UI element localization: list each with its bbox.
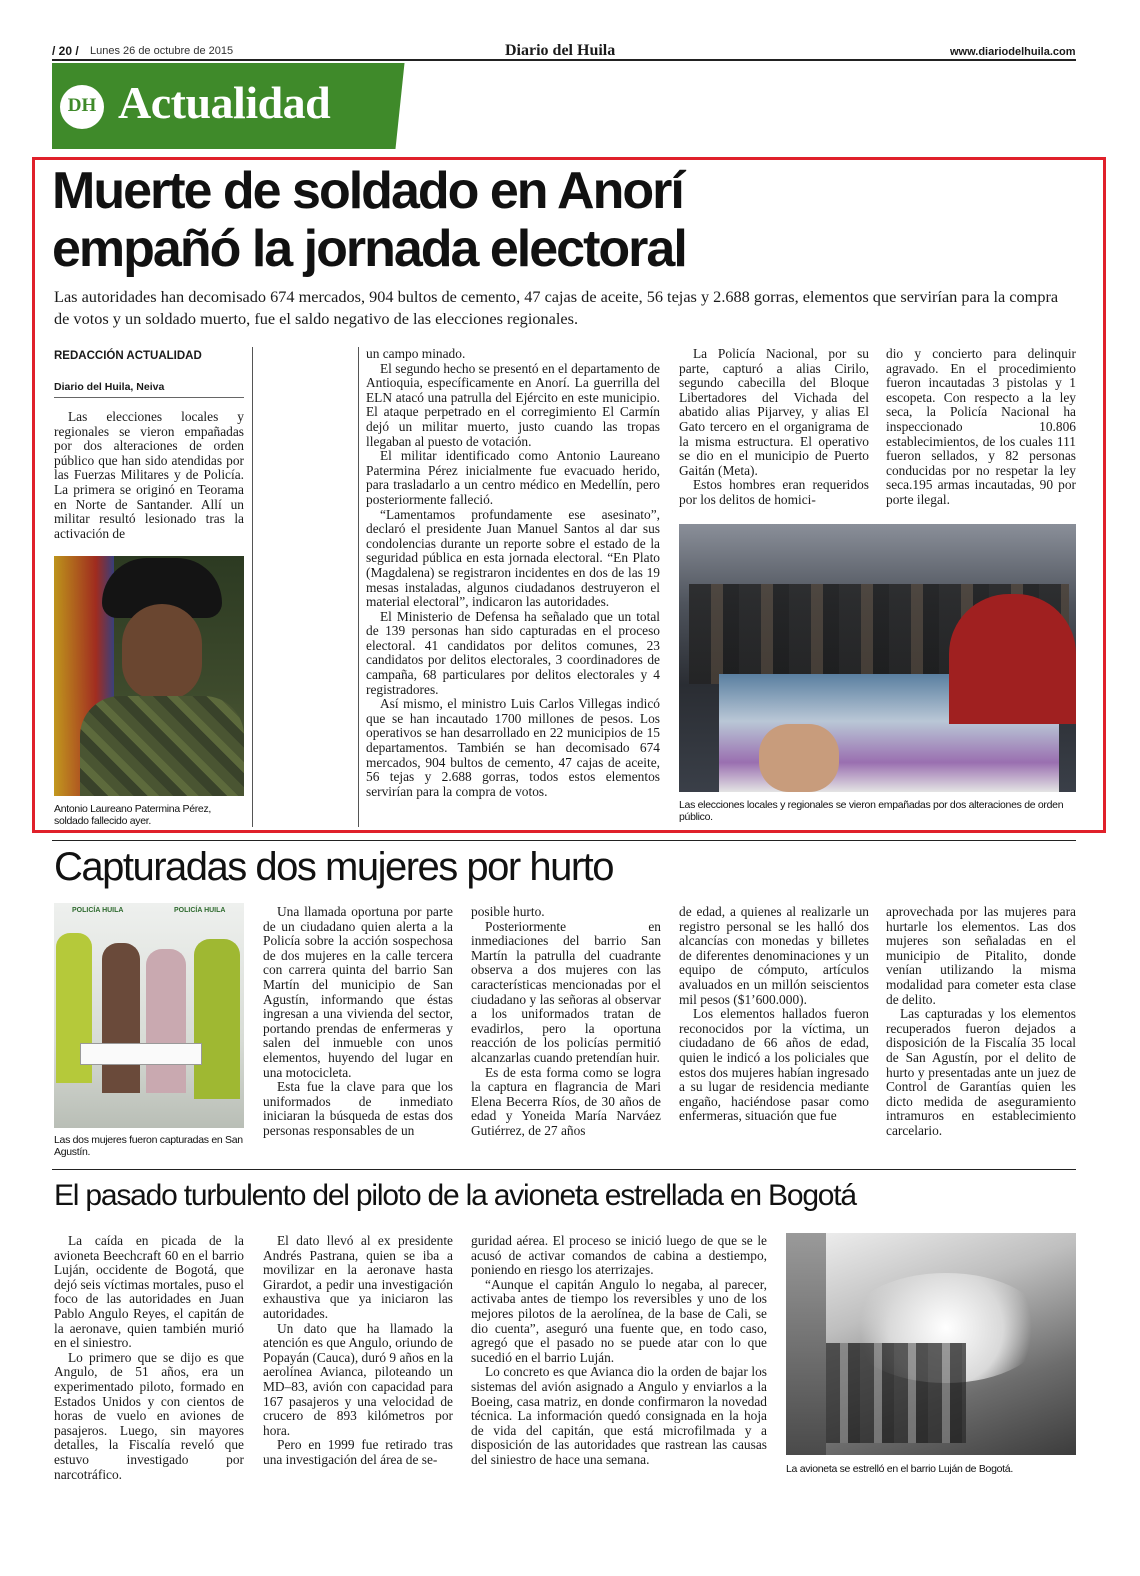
building-shape [786, 1233, 826, 1455]
masthead-name-bold: Huila [577, 42, 616, 59]
officer-right-shape [194, 939, 240, 1099]
article1-byline: REDACCIÓN ACTUALIDAD [54, 350, 202, 362]
paragraph: Pero en 1999 fue retirado tras una investigación del área de se- [263, 1437, 453, 1467]
paragraph: Esta fue la clave para que los uniformados de inmediato iniciaran la búsqueda de estas dos personas responsables de un [263, 1079, 453, 1138]
election-photo-caption: Las elecciones locales y regionales se vieron empañadas por dos alteraciones de orden público. [679, 799, 1064, 823]
article1-headline-line1: Muerte de soldado en Anorí [52, 162, 683, 220]
paragraph: Una llamada oportuna por parte de un ciudadano quien alerta a la Policía sobre la acción sospechosa de dos mujeres en la calle tercera con carrera quinta del barrio San Martín del municipio de San Agustín, informando que éstas ingresan a una vivienda del sector, portando prendas de enfermeras y salen del inmueble con unos elementos, huyendo del lugar en una motocicleta. [263, 904, 453, 1080]
article2-col1 [263, 905, 453, 1139]
paragraph: Los elementos hallados fueron reconocidos por la víctima, un ciudadano de 66 años de edad, quien le indicó a los policiales que estos dos mujeres habían ingresado a su lugar de residencia mediante engaño, haciéndose pasar como enfermeras, situación que fue [679, 1006, 869, 1124]
section-logo-text: DH [67, 95, 97, 116]
paragraph: un campo minado. [366, 346, 466, 361]
column-rule [358, 347, 359, 827]
photo-banner-left: POLICÍA HUILA [72, 907, 124, 914]
paragraph: Las capturadas y los elementos recuperados fueron dejados a disposición de la Fiscalía 35 local de San Agustín, por el delito de hurto y presentadas ante un juez de Control de Garantías quien les dicto medida de aseguramiento intramuros en establecimiento carcelario. [886, 1006, 1076, 1138]
article1-lead: Las autoridades han decomisado 674 mercados, 904 bultos de cemento, 47 cajas de aceite, 56 tejas y 2.688 gorras, elementos que servirían para la compra de votos y un soldado muerto, fue el saldo negativo de las elecciones regionales. [54, 287, 1059, 328]
capture-photo-caption: Las dos mujeres fueron capturadas en San Agustín. [54, 1134, 243, 1158]
photo-banner-right: POLICÍA HUILA [174, 907, 226, 914]
paragraph: dio y concierto para delinquir agravado. En el procedimiento fueron incautadas 3 pistolas y 1 escopeta. Con respecto a la ley seca, la Policía Nacional ha inspeccionado 10.806 establecimientos, de los cuales 111 fueron sellados, y 82 personas conducidas por no respetar la ley seca.195 armas incautadas, 90 por porte ilegal. [886, 346, 1076, 507]
masthead [505, 42, 615, 60]
article1-dateline: Diario del Huila, Neiva [54, 381, 165, 393]
paragraph: Un dato que ha llamado la atención es que Angulo, oriundo de Popayán (Cauca), duró 9 años en la aerolínea Avianca, piloteando un MD–83, avión con capacidad para 167 pasajeros y una velocidad de crucero de 893 kilómetros por hora. [263, 1320, 454, 1438]
article3-col1 [54, 1234, 244, 1482]
article1-col4 [886, 347, 1076, 508]
paragraph: Lo primero que se dijo es que Angulo, de 51 años, era un experimentado piloto, formado en Estados Unidos y con cientos de horas de vuelo en aviones de pasajeros. Luego, sin mayores detalles, la Fiscalía reveló que estuvo investigado por narcotráfico. [54, 1349, 244, 1482]
paragraph: La Policía Nacional, por su parte, capturó a alias Cirilo, segundo cabecilla del Bloque Libertadores del Vichada del abatido alias Pijarvey, y alias El Gato tercero en el organigrama de la misma estructura. El operativo se dio en el municipio de Puerto Gaitán (Meta). [679, 346, 869, 478]
woman1-shape [102, 943, 140, 1093]
paragraph: El dato llevó al ex presidente Andrés Pastrana, quien se iba a movilizar en la aeronave hasta Girardot, a pedir una investigación exhaustiva que ya iniciaron las autoridades. [263, 1233, 453, 1321]
article1-headline-line2: empañó la jornada electoral [52, 220, 686, 278]
paragraph: El segundo hecho se presentó en el departamento de Antioquia, específicamente en Anorí. La guerrilla del ELN atacó una patrulla del Ejército en este municipio. El ataque perpetrado en el corregimiento El Carmín dejó un militar muerto, justo cuando las tropas llegaban al puesto de votación. [366, 360, 660, 449]
firefighters-shape [826, 1343, 966, 1443]
paragraph: de edad, a quienes al realizarle un registro personal se les halló dos alcancías con monedas y billetes de diferentes denominaciones y un equipo de cómputo, artículos avaluados en un millón seiscientos mil pesos ($1’600.000). [679, 904, 869, 1007]
article2-col3 [679, 905, 869, 1124]
paragraph: aprovechada por las mujeres para hurtarle los elementos. Las dos mujeres son señaladas en el municipio de Pitalito, donde venían utilizando la misma modalidad para cometer esta clase de delito. [886, 904, 1076, 1007]
soldier-photo-caption: Antonio Laureano Patermina Pérez, soldado fallecido ayer. [54, 803, 212, 827]
issue-date: Lunes 26 de octubre de 2015 [90, 45, 234, 57]
section-rule [52, 840, 1076, 841]
paragraph: El militar identificado como Antonio Laureano Patermina Pérez inicialmente fue evacuado herido, para trasladarlo a un centro médico en Medellín, pero posteriormente falleció. [366, 448, 660, 507]
article3-col2 [263, 1234, 453, 1468]
uniform-shape [80, 696, 244, 796]
website: www.diariodelhuila.com [950, 46, 1076, 58]
election-photo [679, 524, 1076, 792]
crash-photo-caption: La avioneta se estrelló en el barrio Luján de Bogotá. [786, 1463, 1013, 1475]
paragraph: “Lamentamos profundamente ese asesinato”, declaró el presidente Juan Manuel Santos al dar sus condolencias durante un reporte sobre el estado de la seguridad pública en esta jornada electoral. “En Plato (Magdalena) se registraron incidentes en dos de las 19 mesas instaladas, algunos ciudadanos destruyeron el material electoral”, indicaron las autoridades. [366, 506, 660, 610]
crash-photo [786, 1233, 1076, 1455]
masthead-name: Diario del [505, 42, 573, 59]
header-rule [52, 59, 1076, 61]
soldier-photo [54, 556, 244, 796]
article2-col2 [471, 905, 661, 1139]
article1-col1 [54, 410, 244, 541]
column-rule [252, 347, 253, 827]
paragraph: Lo concreto es que Avianca dio la orden de bajar los sistemas del avión asignado a Angulo y enviarlos a la Boeing, casa matriz, en donde confirmaron la novedad técnica. La información quedó consignada en la hoja de vida del capitán, que está microfilmada y a disposición de las autoridades que rastrean las causas del siniestro de hace una semana. [471, 1364, 767, 1467]
paragraph: La caída en picada de la avioneta Beechcraft 60 en el barrio Luján, occidente de Bogotá, que dejó seis víctimas mortales, puso el foco de las autoridades en Juan Pablo Angulo Reyes, el capitán de la aeronave, quien también murió en el siniestro. [54, 1233, 244, 1351]
paragraph: Posteriormente en inmediaciones del barrio San Martín la patrulla del cuadrante observa a dos mujeres con las características mencionadas por el ciudadano y las señoras al observar a los uniformados tratan de evadirlos, pero la oportuna reacción de los policías permitió alcanzarlas cuando pretendían huir. [471, 918, 661, 1065]
face-shape [122, 604, 202, 700]
paragraph: Estos hombres eran requeridos por los delitos de homici- [679, 477, 869, 507]
section-name: Actualidad [118, 77, 331, 128]
article3-headline: El pasado turbulento del piloto de la avioneta estrellada en Bogotá [54, 1179, 856, 1212]
article1-headline [52, 162, 1092, 278]
byline-rule [54, 397, 244, 398]
paragraph: posible hurto. [471, 904, 545, 919]
paragraph: guridad aérea. El proceso se inició luego de que se le acusó de activar comandos de cabina a destiempo, poniendo en riesgo los aterrizajes. [471, 1233, 767, 1278]
paragraph: “Aunque el capitán Angulo lo negaba, al parecer, activaba antes de tiempo los reversibles y uno de los mejores pilotos de la aerolínea, de la base de Cali, se dio cuenta”, aseguró una fuente que, en todo caso, agregó que el pasado no se puede atar con lo que sucedió en el barrio Luján. [471, 1276, 767, 1365]
article2-col4 [886, 905, 1076, 1139]
section-rule [52, 1169, 1076, 1170]
woman2-shape [146, 949, 186, 1093]
capture-photo [54, 903, 244, 1128]
article1-col3 [679, 347, 869, 508]
red-jacket-shape [949, 594, 1076, 724]
article2-headline: Capturadas dos mujeres por hurto [54, 845, 613, 889]
article3-col3 [471, 1234, 767, 1468]
paragraph: El Ministerio de Defensa ha señalado que un total de 139 personas han sido capturadas en el proceso electoral. 41 candidatos por delitos comunes, 23 candidatos por delitos electorales, 3 coordinadores de campaña, 68 particulares por delitos electorales y 4 registradores. [366, 608, 660, 697]
paragraph: Las elecciones locales y regionales se vieron empañadas por dos alteraciones de orden público que han sido atendidas por las Fuerzas Militares y de Policía. La primera se originó en Teorama en Norte de Santander. Allí un militar resultó lesionado tras la activación de [54, 409, 244, 541]
paragraph: Así mismo, el ministro Luis Carlos Villegas indicó que se han incautado 1700 millones de pesos. Los operativos se han desarrollado en 22 municipios de 15 departamentos. También se han decomisado 674 mercados, 904 bultos de cemento, 47 cajas de aceite, 56 tejas y 2.688 gorras, todos estos elementos servirían para la compra de votos. [366, 696, 660, 799]
article1-col2 [366, 347, 660, 799]
evidence-table-shape [80, 1043, 202, 1065]
page-number: / 20 / [52, 44, 79, 58]
paragraph: Es de esta forma como se logra la captura en flagrancia de Mari Elena Becerra Ríos, de 30 años de edad y Yoneida María Narváez Gutiérrez, de 27 años [471, 1064, 661, 1138]
hands-shape [759, 724, 839, 792]
